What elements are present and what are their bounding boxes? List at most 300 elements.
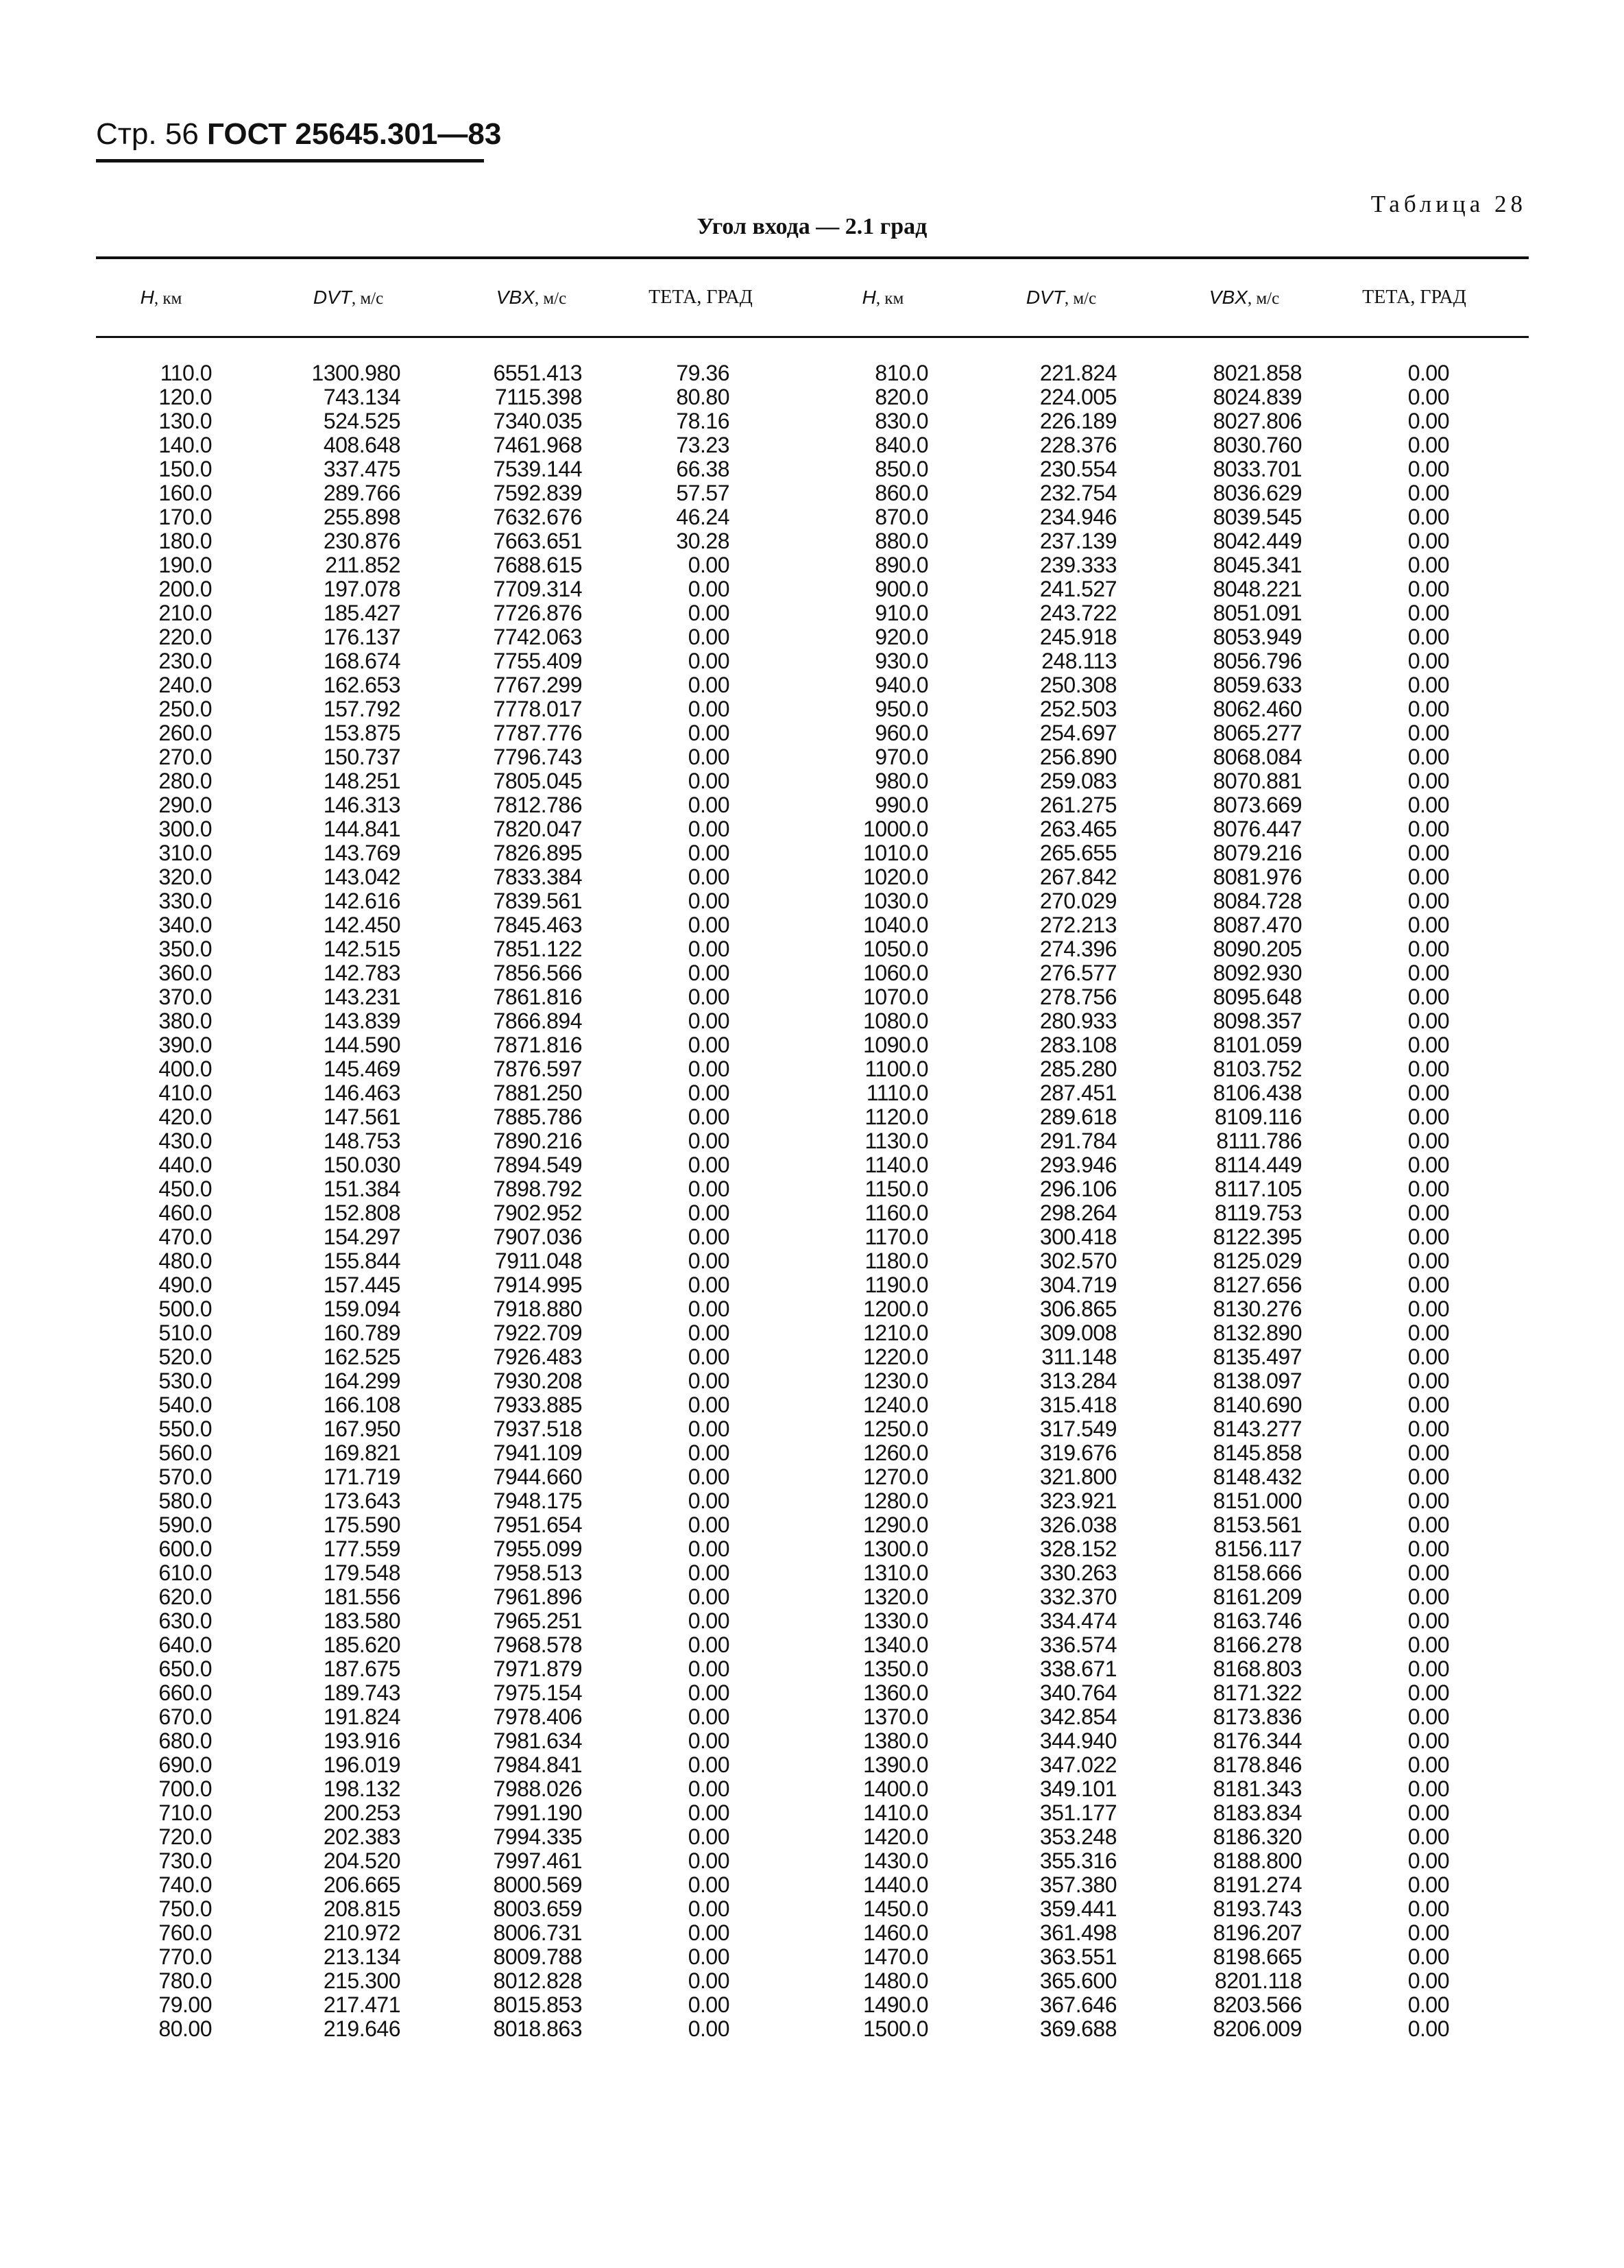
table-cell: 600.0 xyxy=(158,1536,212,1561)
table-cell: 300.0 xyxy=(158,817,212,841)
table-cell: 7871.816 xyxy=(493,1033,582,1057)
table-cell: 230.876 xyxy=(323,529,400,553)
table-cell: 390.0 xyxy=(158,1033,212,1057)
table-cell: 193.916 xyxy=(323,1728,400,1753)
table-row xyxy=(0,649,1624,673)
table-cell: 162.653 xyxy=(323,673,400,697)
table-cell: 1360.0 xyxy=(863,1680,928,1705)
table-cell: 530.0 xyxy=(158,1368,212,1393)
table-cell: 0.00 xyxy=(688,1392,729,1417)
table-cell: 8098.357 xyxy=(1213,1009,1302,1033)
table-cell: 168.674 xyxy=(323,649,400,673)
table-cell: 8166.278 xyxy=(1213,1632,1302,1657)
table-cell: 8073.669 xyxy=(1213,793,1302,817)
table-cell: 252.503 xyxy=(1039,697,1117,721)
table-cell: 1430.0 xyxy=(863,1848,928,1873)
table-cell: 480.0 xyxy=(158,1248,212,1273)
table-row xyxy=(0,1201,1624,1225)
table-cell: 255.898 xyxy=(323,505,400,529)
table-cell: 1250.0 xyxy=(863,1416,928,1441)
table-cell: 0.00 xyxy=(688,913,729,937)
table-cell: 175.590 xyxy=(323,1512,400,1537)
table-cell: 8140.690 xyxy=(1213,1392,1302,1417)
table-cell: 221.824 xyxy=(1039,361,1117,385)
table-row xyxy=(0,769,1624,793)
table-row xyxy=(0,1993,1624,2017)
column-header-h-2: H, км xyxy=(862,287,904,308)
table-cell: 820.0 xyxy=(875,385,928,409)
table-cell: 780.0 xyxy=(158,1968,212,1993)
table-cell: 46.24 xyxy=(676,505,729,529)
table-cell: 0.00 xyxy=(1407,1608,1449,1633)
table-cell: 179.548 xyxy=(323,1560,400,1585)
table-cell: 0.00 xyxy=(688,817,729,841)
table-cell: 0.00 xyxy=(688,601,729,625)
table-cell: 0.00 xyxy=(688,1896,729,1921)
table-cell: 0.00 xyxy=(1407,625,1449,649)
table-cell: 770.0 xyxy=(158,1944,212,1969)
table-cell: 8053.949 xyxy=(1213,625,1302,649)
table-cell: 1090.0 xyxy=(863,1033,928,1057)
table-cell: 1420.0 xyxy=(863,1824,928,1849)
table-cell: 8173.836 xyxy=(1213,1704,1302,1729)
table-cell: 1130.0 xyxy=(864,1129,928,1153)
table-cell: 1380.0 xyxy=(863,1728,928,1753)
table-cell: 8171.322 xyxy=(1213,1680,1302,1705)
standard-number: ГОСТ 25645.301—83 xyxy=(207,117,502,151)
table-row xyxy=(0,1585,1624,1609)
table-cell: 150.0 xyxy=(158,457,212,481)
table-cell: 510.0 xyxy=(158,1320,212,1345)
table-cell: 8106.438 xyxy=(1213,1081,1302,1105)
table-cell: 0.00 xyxy=(1407,1177,1449,1201)
table-cell: 237.139 xyxy=(1039,529,1117,553)
table-cell: 8130.276 xyxy=(1213,1296,1302,1321)
table-cell: 7845.463 xyxy=(493,913,582,937)
table-cell: 204.520 xyxy=(323,1848,400,1873)
table-cell: 177.559 xyxy=(323,1536,400,1561)
table-cell: 337.475 xyxy=(323,457,400,481)
table-cell: 950.0 xyxy=(875,697,928,721)
table-cell: 0.00 xyxy=(688,1848,729,1873)
table-cell: 0.00 xyxy=(1407,1416,1449,1441)
table-cell: 980.0 xyxy=(875,769,928,793)
table-cell: 860.0 xyxy=(875,481,928,505)
table-cell: 1060.0 xyxy=(863,961,928,985)
table-cell: 7796.743 xyxy=(493,745,582,769)
table-cell: 440.0 xyxy=(158,1153,212,1177)
table-cell: 340.764 xyxy=(1039,1680,1117,1705)
table-cell: 8101.059 xyxy=(1213,1033,1302,1057)
table-cell: 0.00 xyxy=(688,1752,729,1777)
table-cell: 880.0 xyxy=(875,529,928,553)
table-cell: 7851.122 xyxy=(493,937,582,961)
table-cell: 7688.615 xyxy=(493,553,582,577)
column-header-teta: ТЕТА, ГРАД xyxy=(649,287,753,308)
table-cell: 8039.545 xyxy=(1213,505,1302,529)
table-cell: 8021.858 xyxy=(1213,361,1302,385)
table-cell: 140.0 xyxy=(158,433,212,457)
table-row xyxy=(0,1033,1624,1057)
table-cell: 313.284 xyxy=(1039,1368,1117,1393)
table-cell: 8176.344 xyxy=(1213,1728,1302,1753)
table-cell: 0.00 xyxy=(688,1800,729,1825)
table-cell: 148.753 xyxy=(323,1129,400,1153)
table-cell: 148.251 xyxy=(323,769,400,793)
table-cell: 8178.846 xyxy=(1213,1752,1302,1777)
table-cell: 7984.841 xyxy=(493,1752,582,1777)
table-cell: 8009.788 xyxy=(493,1944,582,1969)
table-cell: 240.0 xyxy=(158,673,212,697)
table-cell: 1020.0 xyxy=(863,865,928,889)
table-cell: 0.00 xyxy=(688,1201,729,1225)
table-cell: 73.23 xyxy=(676,433,729,457)
table-row xyxy=(0,601,1624,625)
table-cell: 0.00 xyxy=(1407,1752,1449,1777)
table-cell: 130.0 xyxy=(158,409,212,433)
table-cell: 160.789 xyxy=(323,1320,400,1345)
table-row xyxy=(0,1273,1624,1297)
table-row xyxy=(0,961,1624,985)
table-cell: 0.00 xyxy=(688,1968,729,1993)
table-cell: 8081.976 xyxy=(1213,865,1302,889)
table-cell: 990.0 xyxy=(875,793,928,817)
table-cell: 1240.0 xyxy=(863,1392,928,1417)
table-cell: 150.030 xyxy=(323,1153,400,1177)
table-cell: 8153.561 xyxy=(1213,1512,1302,1537)
table-cell: 7955.099 xyxy=(493,1536,582,1561)
table-cell: 369.688 xyxy=(1039,2016,1117,2041)
table-cell: 0.00 xyxy=(1407,1656,1449,1681)
table-cell: 170.0 xyxy=(158,505,212,529)
table-cell: 1310.0 xyxy=(863,1560,928,1585)
table-cell: 0.00 xyxy=(688,1656,729,1681)
table-cell: 228.376 xyxy=(1039,433,1117,457)
table-row xyxy=(0,1153,1624,1177)
table-top-rule xyxy=(96,256,1529,259)
table-cell: 7988.026 xyxy=(493,1776,582,1801)
table-cell: 0.00 xyxy=(1407,1392,1449,1417)
table-cell: 7709.314 xyxy=(493,577,582,601)
table-cell: 7861.816 xyxy=(493,985,582,1009)
table-cell: 8090.205 xyxy=(1213,937,1302,961)
table-cell: 0.00 xyxy=(1407,1296,1449,1321)
table-cell: 0.00 xyxy=(688,1704,729,1729)
table-cell: 8092.930 xyxy=(1213,961,1302,985)
table-cell: 243.722 xyxy=(1039,601,1117,625)
table-cell: 311.148 xyxy=(1041,1344,1117,1369)
table-row xyxy=(0,1681,1624,1705)
table-cell: 470.0 xyxy=(158,1225,212,1249)
table-cell: 270.029 xyxy=(1039,889,1117,913)
table-cell: 1110.0 xyxy=(866,1081,928,1105)
table-cell: 150.737 xyxy=(323,745,400,769)
table-cell: 363.551 xyxy=(1039,1944,1117,1969)
table-cell: 326.038 xyxy=(1039,1512,1117,1537)
table-cell: 0.00 xyxy=(1407,457,1449,481)
table-cell: 7944.660 xyxy=(493,1464,582,1489)
table-cell: 8076.447 xyxy=(1213,817,1302,841)
table-cell: 0.00 xyxy=(688,1105,729,1129)
table-cell: 7965.251 xyxy=(493,1608,582,1633)
table-cell: 7115.398 xyxy=(494,385,582,409)
table-cell: 0.00 xyxy=(1407,1944,1449,1969)
table-row xyxy=(0,1801,1624,1825)
table-cell: 8003.659 xyxy=(493,1896,582,1921)
table-cell: 215.300 xyxy=(323,1968,400,1993)
table-cell: 830.0 xyxy=(875,409,928,433)
table-cell: 8127.656 xyxy=(1213,1272,1302,1297)
table-cell: 8151.000 xyxy=(1213,1488,1302,1513)
table-cell: 1330.0 xyxy=(863,1608,928,1633)
table-row xyxy=(0,673,1624,697)
table-cell: 347.022 xyxy=(1039,1752,1117,1777)
table-cell: 1470.0 xyxy=(863,1944,928,1969)
table-row xyxy=(0,1105,1624,1129)
table-cell: 0.00 xyxy=(1407,1512,1449,1537)
table-cell: 0.00 xyxy=(688,985,729,1009)
table-cell: 7767.299 xyxy=(493,673,582,697)
table-cell: 1260.0 xyxy=(863,1440,928,1465)
table-cell: 296.106 xyxy=(1039,1177,1117,1201)
table-cell: 450.0 xyxy=(158,1177,212,1201)
table-cell: 285.280 xyxy=(1039,1057,1117,1081)
table-cell: 8196.207 xyxy=(1213,1920,1302,1945)
table-cell: 217.471 xyxy=(323,1992,400,2017)
table-cell: 8163.746 xyxy=(1213,1608,1302,1633)
table-cell: 650.0 xyxy=(158,1656,212,1681)
table-cell: 8018.863 xyxy=(493,2016,582,2041)
table-cell: 8000.569 xyxy=(493,1872,582,1897)
table-cell: 840.0 xyxy=(875,433,928,457)
table-cell: 0.00 xyxy=(688,1272,729,1297)
table-cell: 342.854 xyxy=(1039,1704,1117,1729)
table-cell: 7742.063 xyxy=(493,625,582,649)
table-cell: 1000.0 xyxy=(863,817,928,841)
table-cell: 340.0 xyxy=(158,913,212,937)
table-cell: 78.16 xyxy=(676,409,729,433)
table-cell: 80.00 xyxy=(158,2016,212,2041)
table-cell: 0.00 xyxy=(1407,1872,1449,1897)
table-cell: 8188.800 xyxy=(1213,1848,1302,1873)
table-cell: 940.0 xyxy=(875,673,928,697)
table-cell: 0.00 xyxy=(688,937,729,961)
table-cell: 232.754 xyxy=(1039,481,1117,505)
table-cell: 1180.0 xyxy=(864,1248,928,1273)
table-cell: 167.950 xyxy=(323,1416,400,1441)
table-cell: 690.0 xyxy=(158,1752,212,1777)
table-cell: 0.00 xyxy=(688,841,729,865)
table-cell: 870.0 xyxy=(875,505,928,529)
table-cell: 0.00 xyxy=(688,1033,729,1057)
table-cell: 157.445 xyxy=(323,1272,400,1297)
table-cell: 110.0 xyxy=(160,361,212,385)
table-cell: 7981.634 xyxy=(493,1728,582,1753)
table-cell: 276.577 xyxy=(1039,961,1117,985)
table-cell: 173.643 xyxy=(323,1488,400,1513)
table-row xyxy=(0,1825,1624,1849)
data-table xyxy=(0,361,1624,2041)
table-cell: 730.0 xyxy=(158,1848,212,1873)
table-cell: 120.0 xyxy=(158,385,212,409)
table-cell: 0.00 xyxy=(1407,1632,1449,1657)
table-cell: 7933.885 xyxy=(493,1392,582,1417)
table-row xyxy=(0,1177,1624,1201)
table-cell: 250.0 xyxy=(158,697,212,721)
table-cell: 0.00 xyxy=(1407,1105,1449,1129)
table-cell: 280.933 xyxy=(1039,1009,1117,1033)
table-cell: 224.005 xyxy=(1039,385,1117,409)
table-cell: 1370.0 xyxy=(863,1704,928,1729)
table-cell: 408.648 xyxy=(323,433,400,457)
table-row xyxy=(0,1369,1624,1393)
table-row xyxy=(0,1441,1624,1465)
table-row xyxy=(0,1513,1624,1537)
table-cell: 0.00 xyxy=(688,1009,729,1033)
table-cell: 0.00 xyxy=(1407,1488,1449,1513)
table-cell: 315.418 xyxy=(1039,1392,1117,1417)
table-row xyxy=(0,1129,1624,1153)
table-cell: 8206.009 xyxy=(1213,2016,1302,2041)
table-cell: 304.719 xyxy=(1039,1272,1117,1297)
table-cell: 0.00 xyxy=(1407,2016,1449,2041)
table-cell: 7948.175 xyxy=(493,1488,582,1513)
table-cell: 720.0 xyxy=(158,1824,212,1849)
table-cell: 143.042 xyxy=(323,865,400,889)
table-row xyxy=(0,1849,1624,1873)
table-cell: 8125.029 xyxy=(1213,1248,1302,1273)
table-cell: 272.213 xyxy=(1039,913,1117,937)
table-cell: 351.177 xyxy=(1039,1800,1117,1825)
table-row xyxy=(0,1897,1624,1921)
table-cell: 154.297 xyxy=(323,1225,400,1249)
table-cell: 1390.0 xyxy=(863,1752,928,1777)
table-cell: 0.00 xyxy=(1407,505,1449,529)
table-row xyxy=(0,1393,1624,1417)
column-header-h: H, км xyxy=(140,287,182,308)
table-cell: 910.0 xyxy=(875,601,928,625)
column-header-vbx-2: VBX, м/с xyxy=(1209,287,1280,308)
table-cell: 0.00 xyxy=(1407,1920,1449,1945)
table-cell: 0.00 xyxy=(688,1225,729,1249)
table-cell: 0.00 xyxy=(1407,1680,1449,1705)
table-cell: 0.00 xyxy=(1407,1153,1449,1177)
table-cell: 8132.890 xyxy=(1213,1320,1302,1345)
table-row xyxy=(0,1225,1624,1249)
table-cell: 66.38 xyxy=(676,457,729,481)
table-cell: 0.00 xyxy=(1407,1896,1449,1921)
table-cell: 920.0 xyxy=(875,625,928,649)
table-cell: 142.515 xyxy=(323,937,400,961)
table-cell: 7911.048 xyxy=(494,1248,582,1273)
table-cell: 142.783 xyxy=(323,961,400,985)
table-cell: 143.231 xyxy=(323,985,400,1009)
table-cell: 328.152 xyxy=(1039,1536,1117,1561)
table-cell: 630.0 xyxy=(158,1608,212,1633)
table-cell: 180.0 xyxy=(158,529,212,553)
table-cell: 176.137 xyxy=(323,625,400,649)
table-row xyxy=(0,1633,1624,1657)
table-cell: 0.00 xyxy=(688,1153,729,1177)
table-cell: 0.00 xyxy=(688,697,729,721)
header-underline xyxy=(96,159,484,162)
table-cell: 208.815 xyxy=(323,1896,400,1921)
table-cell: 7461.968 xyxy=(493,433,582,457)
table-row xyxy=(0,361,1624,385)
table-cell: 8145.858 xyxy=(1213,1440,1302,1465)
table-row xyxy=(0,913,1624,937)
table-cell: 254.697 xyxy=(1039,721,1117,745)
table-cell: 365.600 xyxy=(1039,1968,1117,1993)
table-cell: 7881.250 xyxy=(493,1081,582,1105)
table-cell: 7907.036 xyxy=(493,1225,582,1249)
column-header-dvt: DVT, м/с xyxy=(313,287,384,308)
table-cell: 7787.776 xyxy=(493,721,582,745)
table-cell: 0.00 xyxy=(1407,433,1449,457)
table-cell: 0.00 xyxy=(688,1057,729,1081)
table-cell: 162.525 xyxy=(323,1344,400,1369)
table-cell: 8181.343 xyxy=(1213,1776,1302,1801)
table-cell: 79.36 xyxy=(676,361,729,385)
table-cell: 7894.549 xyxy=(493,1153,582,1177)
table-cell: 144.841 xyxy=(323,817,400,841)
table-cell: 680.0 xyxy=(158,1728,212,1753)
table-cell: 420.0 xyxy=(158,1105,212,1129)
table-cell: 900.0 xyxy=(875,577,928,601)
table-row xyxy=(0,1777,1624,1801)
table-cell: 226.189 xyxy=(1039,409,1117,433)
table-cell: 7876.597 xyxy=(493,1057,582,1081)
table-cell: 239.333 xyxy=(1039,553,1117,577)
table-cell: 1080.0 xyxy=(863,1009,928,1033)
table-cell: 0.00 xyxy=(688,1632,729,1657)
table-cell: 164.299 xyxy=(323,1368,400,1393)
table-cell: 0.00 xyxy=(1407,1464,1449,1489)
table-cell: 259.083 xyxy=(1039,769,1117,793)
table-cell: 287.451 xyxy=(1039,1081,1117,1105)
table-cell: 332.370 xyxy=(1039,1584,1117,1609)
table-subtitle: Угол входа — 2.1 град xyxy=(696,214,928,239)
table-cell: 8048.221 xyxy=(1213,577,1302,601)
table-cell: 8135.497 xyxy=(1213,1344,1302,1369)
table-cell: 8122.395 xyxy=(1213,1225,1302,1249)
table-cell: 8193.743 xyxy=(1213,1896,1302,1921)
table-cell: 0.00 xyxy=(1407,793,1449,817)
table-cell: 460.0 xyxy=(158,1201,212,1225)
table-cell: 213.134 xyxy=(323,1944,400,1969)
table-cell: 1450.0 xyxy=(863,1896,928,1921)
table-cell: 8015.853 xyxy=(493,1992,582,2017)
table-cell: 1480.0 xyxy=(863,1968,928,1993)
table-cell: 8051.091 xyxy=(1213,601,1302,625)
table-cell: 380.0 xyxy=(158,1009,212,1033)
table-row xyxy=(0,745,1624,769)
table-cell: 310.0 xyxy=(158,841,212,865)
header-bottom-rule xyxy=(96,336,1529,338)
table-cell: 0.00 xyxy=(688,1608,729,1633)
table-cell: 278.756 xyxy=(1039,985,1117,1009)
table-row xyxy=(0,889,1624,913)
table-cell: 8161.209 xyxy=(1213,1584,1302,1609)
table-cell: 7890.216 xyxy=(493,1129,582,1153)
table-cell: 0.00 xyxy=(688,1584,729,1609)
table-cell: 7958.513 xyxy=(493,1560,582,1585)
table-cell: 0.00 xyxy=(688,1320,729,1345)
table-cell: 355.316 xyxy=(1039,1848,1117,1873)
table-cell: 250.308 xyxy=(1039,673,1117,697)
table-cell: 7856.566 xyxy=(493,961,582,985)
table-row xyxy=(0,721,1624,745)
